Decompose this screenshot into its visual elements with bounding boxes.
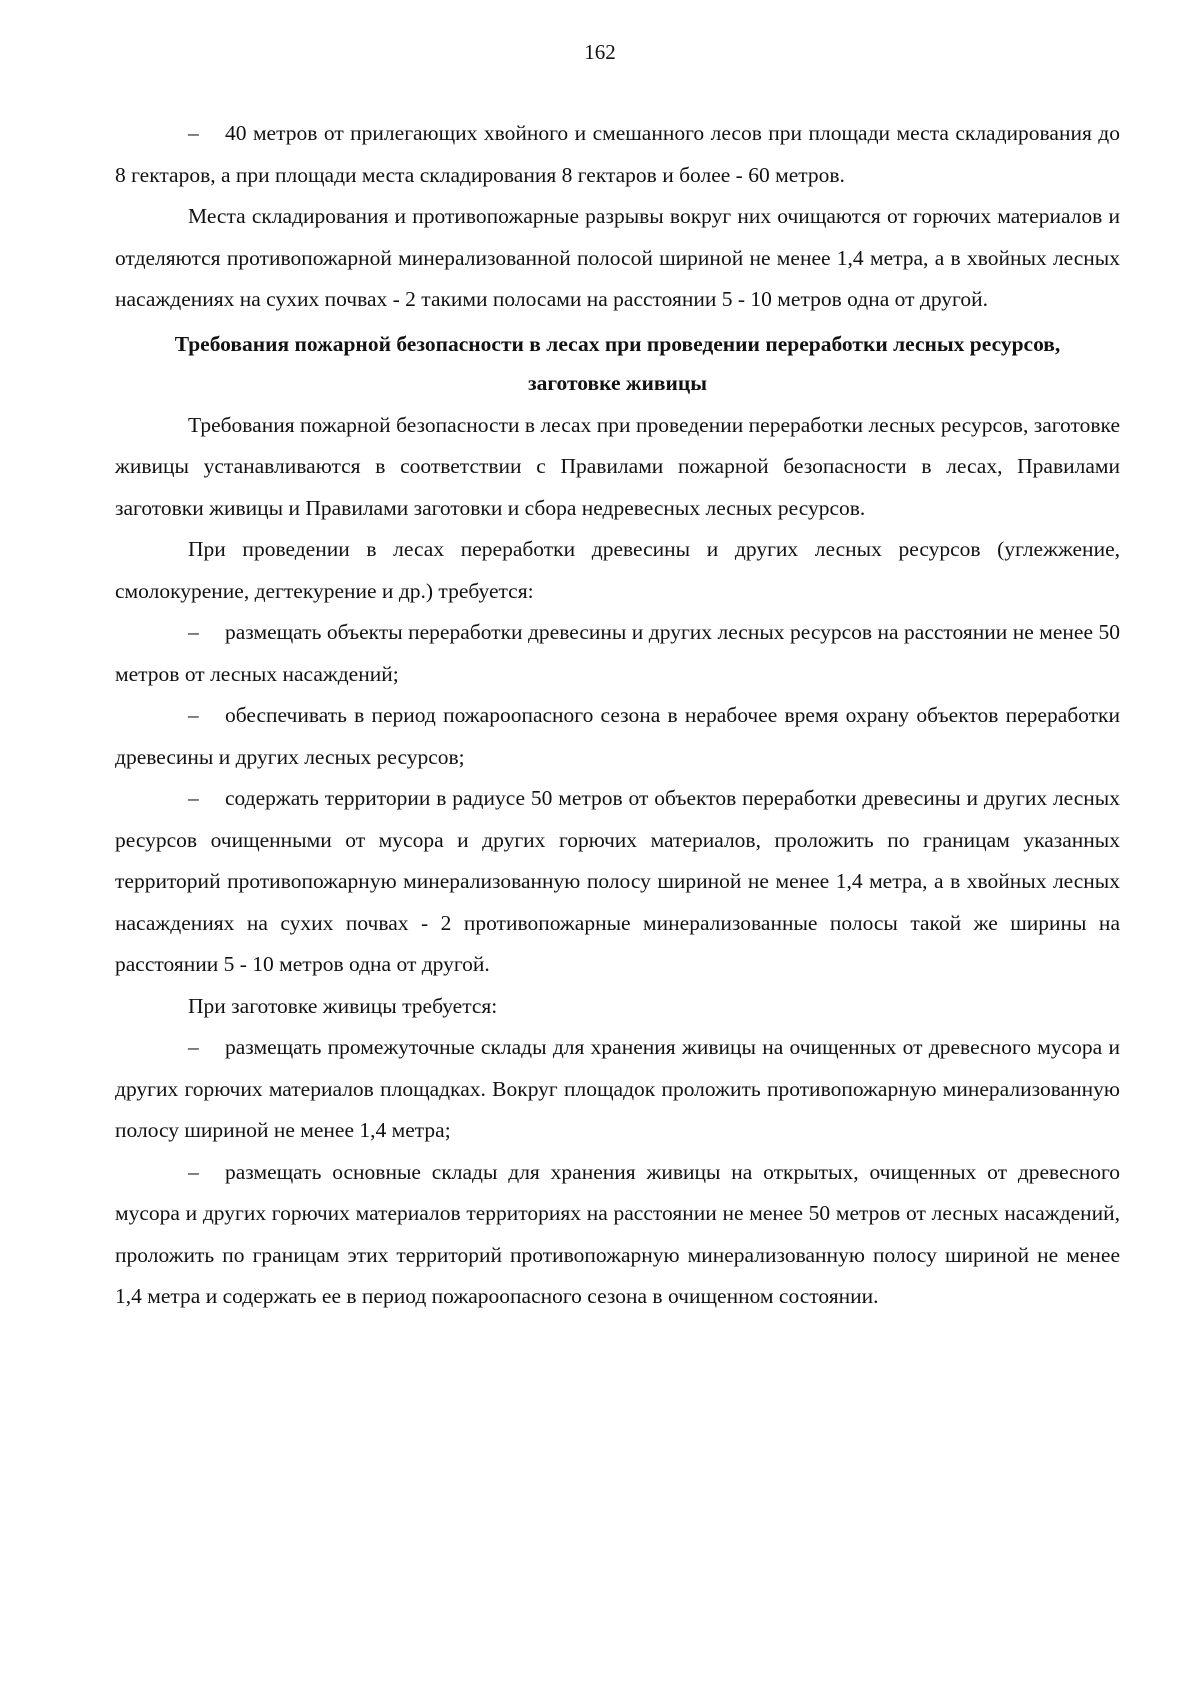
dash-bullet: – (188, 1159, 199, 1184)
paragraph-requirements: Требования пожарной безопасности в лесах при проведении переработки лесных ресурсов, заготовке живицы устанавливаются в соответствии с Правилами пожарной безопасности в лесах, Правилами заготовки живицы и Правилами заготовки и сбора недревесных лесных ресурсов. (115, 412, 1120, 520)
list-item-text: содержать территории в радиусе 50 метров от объектов переработки древесины и других лесных ресурсов очищенными от мусора и других горючих материалов, проложить по границам указанных территорий противопожарную минерализованную полосу шириной не менее 1,4 метра, а в хвойных лесных насаждениях на сухих почвах - 2 противопожарные минерализованные полосы такой же ширины на расстоянии 5 - 10 метров одна от другой. (115, 786, 1120, 976)
dash-bullet: – (188, 121, 199, 145)
list-item-text: размещать промежуточные склады для хранения живицы на очищенных от древесного мусора и других горючих материалов площадках. Вокруг площадок проложить противопожарную минерализованную полосу шириной не менее 1,4 метра; (115, 1035, 1120, 1142)
list-item-processing-guard (115, 695, 1120, 778)
list-item-processing-distance (115, 612, 1120, 695)
list-item-40-meters (115, 113, 1120, 196)
list-item-text: размещать основные склады для хранения живицы на открытых, очищенных от древесного мусора и других горючих материалов территориях на расстоянии не менее 50 метров от лесных насаждений, проложить по границам этих территорий противопожарную минерализованную полосу шириной не менее 1,4 метра и содержать ее в период пожароопасного сезона в очищенном состоянии. (115, 1159, 1120, 1308)
dash-bullet: – (188, 620, 199, 644)
list-item-text: 40 метров от прилегающих хвойного и смешанного лесов при площади места складирования до 8 гектаров, а при площади места складирования 8 гектаров и более - 60 метров. (115, 121, 1120, 187)
list-item-resin-intermediate-storage (115, 1027, 1120, 1152)
list-item-text: обеспечивать в период пожароопасного сезона в нерабочее время охрану объектов переработки древесины и других лесных ресурсов; (115, 703, 1120, 769)
dash-bullet: – (188, 1035, 199, 1059)
section-heading: Требования пожарной безопасности в лесах при проведении переработки лесных ресурсов, заготовке живицы (174, 331, 1061, 395)
paragraph-storage-places: Места складирования и противопожарные разрывы вокруг них очищаются от горючих материалов и отделяются противопожарной минерализованной полосой шириной не менее 1,4 метра, а в хвойных лесных насаждениях на сухих почвах - 2 такими полосами на расстоянии 5 - 10 метров одна от другой. (115, 204, 1120, 311)
paragraph-resin-intro: При заготовке живицы требуется: (188, 993, 498, 1018)
dash-bullet: – (188, 703, 199, 727)
list-item-text: размещать объекты переработки древесины и других лесных ресурсов на расстоянии не менее 50 метров от лесных насаждений; (115, 620, 1120, 686)
dash-bullet: – (188, 786, 199, 810)
page-number: 162 (584, 40, 616, 64)
list-item-resin-main-storage (115, 1152, 1120, 1318)
paragraph-processing-intro: При проведении в лесах переработки древесины и других лесных ресурсов (углежжение, смолокурение, дегтекурение и др.) требуется: (115, 537, 1120, 603)
list-item-processing-territory (115, 778, 1120, 986)
page-content (115, 113, 1120, 1318)
